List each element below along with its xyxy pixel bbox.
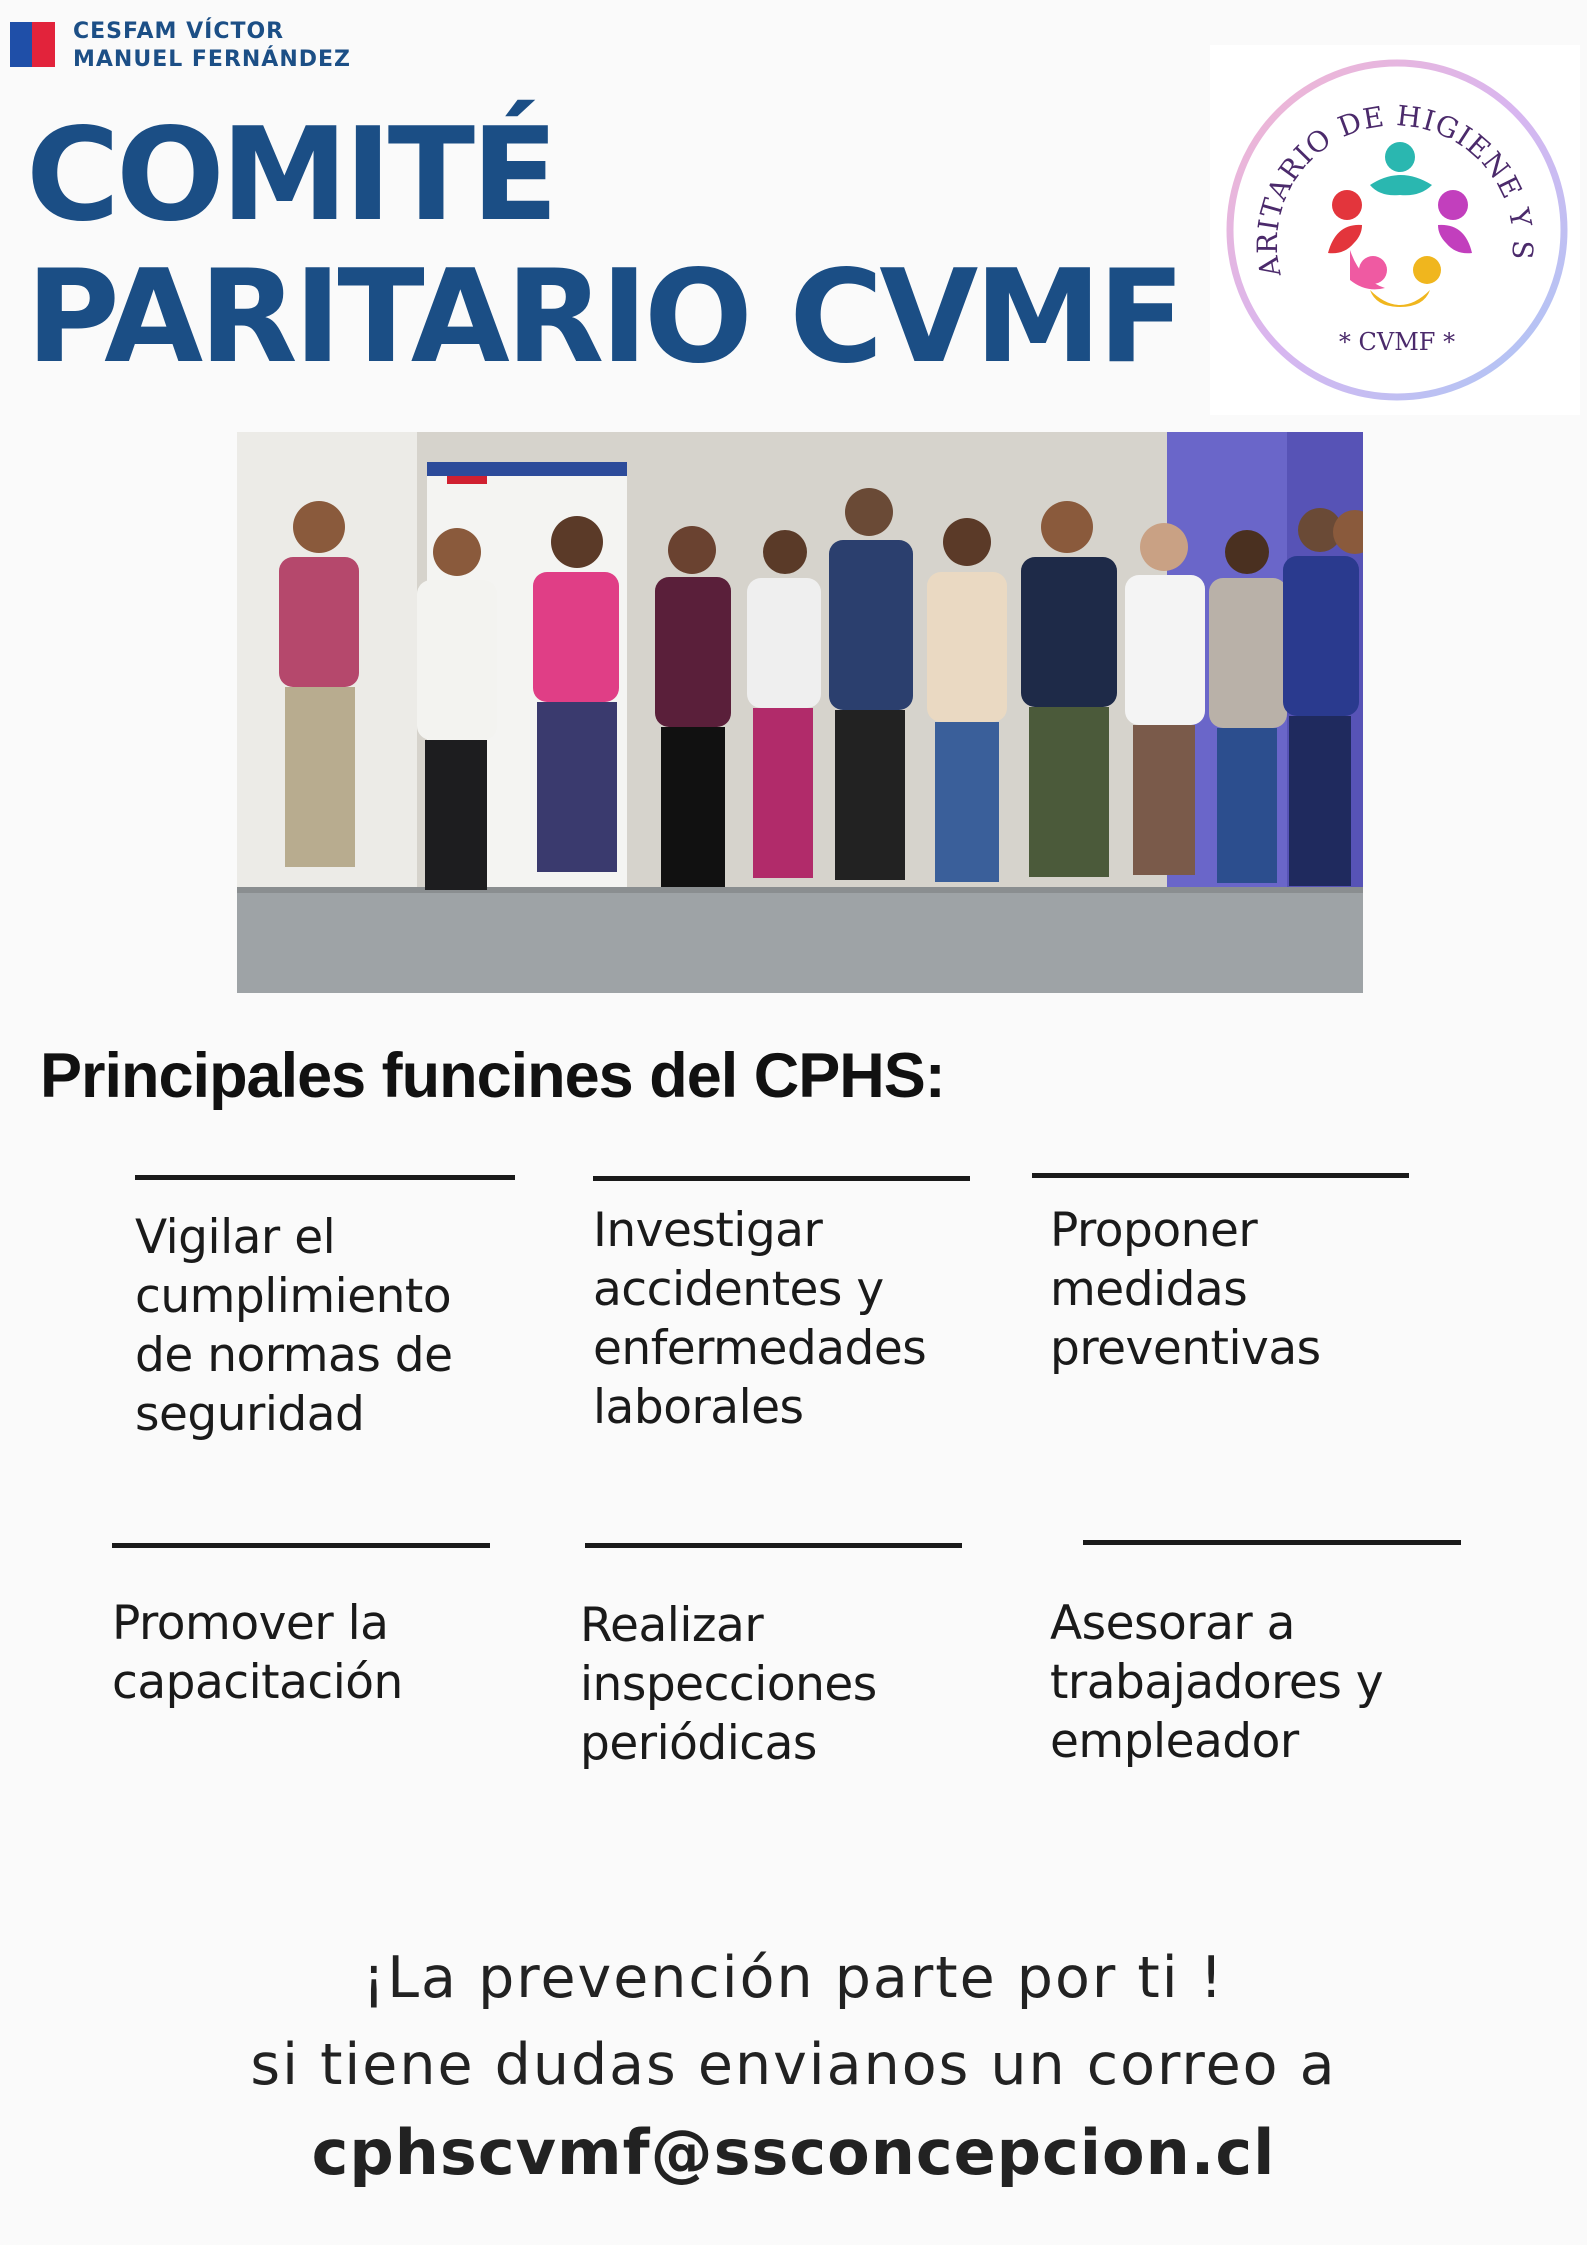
function-realizar: [580, 1596, 877, 1773]
title-line-2: PARITARIO CVMF: [26, 243, 1182, 392]
divider: [585, 1543, 962, 1548]
function-line: Promover la: [112, 1596, 389, 1651]
org-line-2: MANUEL FERNÁNDEZ: [73, 47, 351, 72]
function-line: trabajadores y: [1050, 1655, 1384, 1710]
function-line: laborales: [593, 1380, 804, 1435]
function-line: Asesorar a: [1050, 1596, 1295, 1651]
divider: [593, 1176, 970, 1181]
team-photo: [237, 432, 1363, 993]
logo-center-text: * CVMF *: [1338, 328, 1456, 356]
function-line: inspecciones: [580, 1657, 877, 1712]
function-line: preventivas: [1050, 1321, 1321, 1376]
function-proponer: [1050, 1201, 1321, 1378]
footer-contact-text: si tiene dudas envianos un correo a: [250, 2032, 1337, 2098]
function-line: periódicas: [580, 1716, 817, 1771]
committee-logo: [1210, 45, 1580, 415]
function-line: Vigilar el: [135, 1210, 336, 1265]
function-line: de normas de: [135, 1328, 453, 1383]
function-line: empleador: [1050, 1714, 1299, 1769]
function-promover: [112, 1594, 403, 1712]
page-title: [26, 101, 1182, 392]
logo-ring-text: ARITARIO DE HIGIENE Y S: [1250, 99, 1540, 280]
function-line: accidentes y: [593, 1262, 884, 1317]
section-title: Principales funcines del CPHS:: [40, 1041, 945, 1111]
divider: [1032, 1173, 1409, 1178]
divider: [112, 1543, 490, 1548]
function-investigar: [593, 1201, 926, 1437]
function-asesorar: [1050, 1594, 1383, 1771]
function-line: Proponer: [1050, 1203, 1258, 1258]
function-line: cumplimiento: [135, 1269, 452, 1324]
function-line: enfermedades: [593, 1321, 927, 1376]
divider: [135, 1175, 515, 1180]
function-vigilar: [135, 1208, 453, 1444]
function-line: Investigar: [593, 1203, 823, 1258]
footer-email-link[interactable]: cphscvmf@ssconcepcion.cl: [311, 2116, 1276, 2189]
function-line: seguridad: [135, 1387, 365, 1442]
organization-name: [73, 18, 351, 74]
function-line: Realizar: [580, 1598, 764, 1653]
divider: [1083, 1540, 1461, 1545]
chile-flag-icon: [10, 22, 55, 67]
title-line-1: COMITÉ: [26, 101, 555, 250]
function-line: medidas: [1050, 1262, 1248, 1317]
function-line: capacitación: [112, 1655, 403, 1710]
org-line-1: CESFAM VÍCTOR: [73, 19, 285, 44]
footer-slogan: ¡La prevención parte por ti !: [362, 1945, 1225, 2011]
